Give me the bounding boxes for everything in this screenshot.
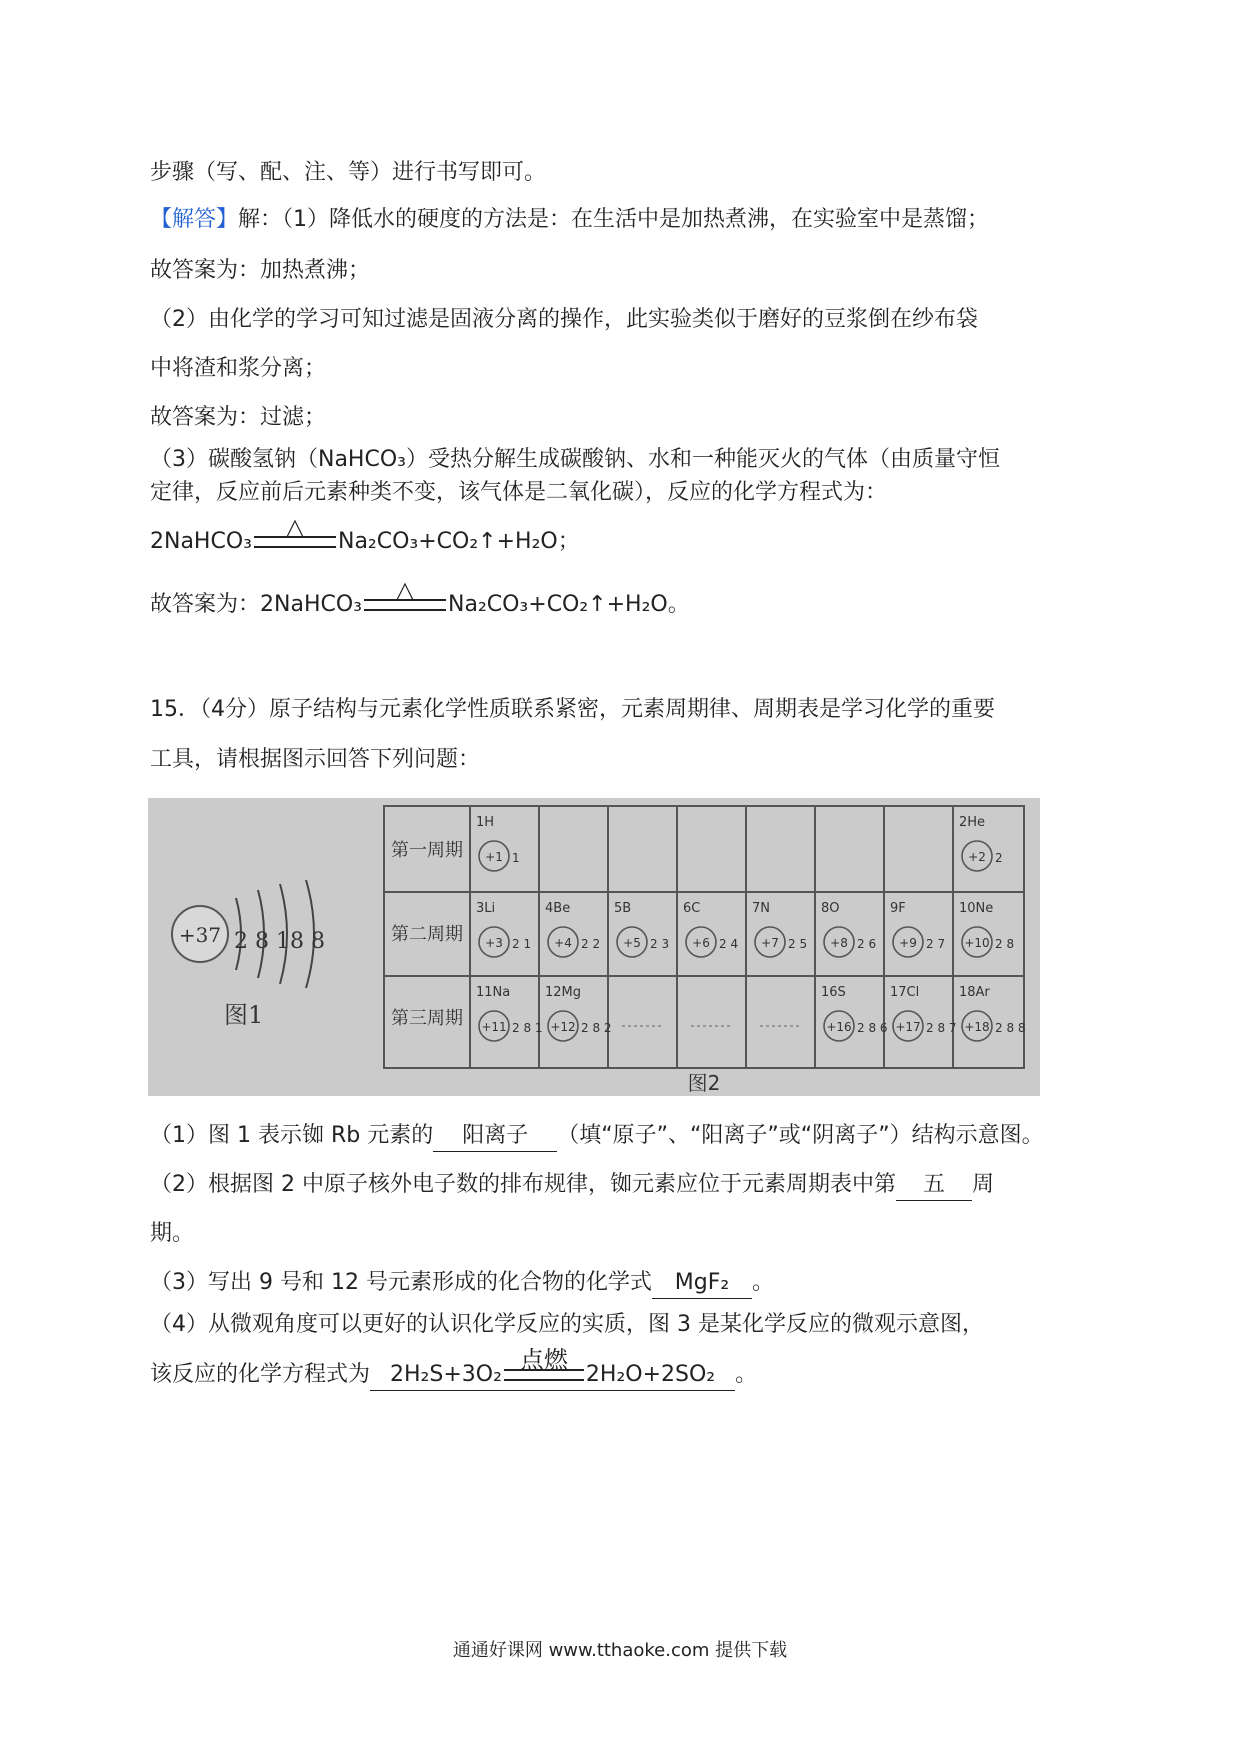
part-4-prefix: 该反应的化学方程式为 — [150, 1362, 371, 1387]
element-symbol: 12Mg — [545, 985, 582, 1000]
eq3-condition: 点燃 — [519, 1346, 568, 1374]
element-charge: +11 — [481, 1020, 507, 1034]
element-shells: 2 8 1 — [512, 1021, 543, 1035]
element-charge: +16 — [826, 1020, 852, 1034]
element-symbol: 16S — [821, 985, 846, 1000]
element-charge: +3 — [485, 936, 503, 950]
element-charge: +8 — [830, 936, 848, 950]
eq1-right: Na₂CO₃+CO₂↑+H₂O； — [337, 529, 580, 554]
text-line-6: 故答案为：过滤； — [150, 405, 327, 430]
period-1-label: 第一周期 — [391, 840, 463, 861]
part-2-cont: 期。 — [150, 1221, 195, 1246]
eq2-prefix: 故答案为： — [150, 592, 261, 617]
element-shells: 2 8 2 — [581, 1021, 612, 1035]
part-3-suffix: 。 — [751, 1270, 774, 1295]
element-shells: 2 4 — [719, 937, 739, 951]
text-line-3: 故答案为：加热煮沸； — [150, 258, 371, 283]
element-charge: +6 — [692, 936, 710, 950]
eq2-right: Na₂CO₃+CO₂↑+H₂O。 — [448, 592, 690, 617]
part-2-suffix: 周 — [971, 1172, 994, 1197]
part-1-prefix: （1）图 1 表示铷 Rb 元素的 — [150, 1123, 434, 1148]
text-line-8: 定律，反应前后元素种类不变，该气体是二氧化碳），反应的化学方程式为： — [150, 480, 888, 505]
text-line-4: （2）由化学的学习可知过滤是固液分离的操作，此实验类似于磨好的豆浆倒在纱布袋 — [150, 307, 978, 332]
fig1-shells-label: 2 8 18 8 — [234, 929, 325, 954]
element-charge: +10 — [964, 936, 990, 950]
part-4: （4）从微观角度可以更好的认识化学反应的实质，图 3 是某化学反应的微观示意图， — [150, 1312, 984, 1337]
text-line-1: 步骤（写、配、注、等）进行书写即可。 — [150, 160, 547, 185]
question-15-line-1: 15．（4分）原子结构与元素化学性质联系紧密，元素周期律、周期表是学习化学的重要 — [150, 697, 995, 722]
fig1-caption: 图1 — [224, 1001, 264, 1029]
part-4-answer — [370, 1346, 735, 1391]
element-charge: +2 — [968, 850, 986, 864]
text-line-7: （3）碳酸氢钠（NaHCO₃）受热分解生成碳酸钠、水和一种能灭火的气体（由质量守恒 — [150, 447, 1000, 472]
element-charge: +7 — [761, 936, 779, 950]
part-2-prefix: （2）根据图 2 中原子核外电子数的排布规律，铷元素应位于元素周期表中第 — [150, 1172, 896, 1197]
element-symbol: 7N — [752, 901, 770, 916]
element-symbol: 1H — [476, 815, 495, 830]
element-symbol: 2He — [959, 815, 986, 830]
eq2-sign — [364, 576, 446, 620]
element-shells: 2 8 6 — [857, 1021, 888, 1035]
answer-line — [150, 205, 989, 235]
text-line-5: 中将渣和浆分离； — [150, 356, 327, 381]
eq3-right: 2H₂O+2SO₂ — [585, 1362, 716, 1387]
element-shells: 2 — [995, 851, 1003, 865]
element-shells: 2 2 — [581, 937, 601, 951]
element-charge: +1 — [485, 850, 503, 864]
answer-text: 解：（1）降低水的硬度的方法是：在生活中是加热煮沸，在实验室中是蒸馏； — [238, 207, 990, 232]
element-shells: 2 6 — [857, 937, 877, 951]
part-3-answer: MgF₂ — [652, 1268, 752, 1299]
equation-2-line — [150, 576, 690, 620]
part-3-prefix: （3）写出 9 号和 12 号元素形成的化合物的化学式 — [150, 1270, 652, 1295]
part-3 — [150, 1268, 774, 1299]
element-shells: 2 7 — [926, 937, 946, 951]
element-symbol: 8O — [821, 901, 840, 916]
element-symbol: 5B — [614, 901, 632, 916]
element-symbol: 6C — [683, 901, 701, 916]
part-2 — [150, 1170, 994, 1201]
element-shells: 2 3 — [650, 937, 670, 951]
element-symbol: 17Cl — [890, 985, 920, 1000]
equation-1 — [150, 513, 580, 557]
element-charge: +17 — [895, 1020, 921, 1034]
page-footer: 通通好课网 www.tthaoke.com 提供下载 — [452, 1640, 788, 1661]
element-symbol: 10Ne — [959, 901, 994, 916]
part-1-suffix: （填“原子”、“阳离子”或“阴离子”）结构示意图。 — [557, 1123, 1044, 1148]
element-symbol: 3Li — [476, 901, 496, 916]
eq3-sign — [504, 1346, 584, 1390]
element-shells: 2 5 — [788, 937, 808, 951]
part-1-answer: 阳离子 — [433, 1121, 557, 1152]
eq2-condition: △ — [395, 576, 415, 604]
period-3-label: 第三周期 — [391, 1008, 463, 1029]
part-2-answer: 五 — [896, 1170, 972, 1201]
periodic-table-figure — [148, 798, 1040, 1096]
fig2-caption: 图2 — [687, 1071, 721, 1095]
element-shells: 2 1 — [512, 937, 532, 951]
eq1-condition: △ — [285, 513, 305, 541]
element-symbol: 9F — [890, 901, 906, 916]
element-charge: +5 — [623, 936, 641, 950]
eq2-left: 2NaHCO₃ — [260, 592, 362, 617]
fig1-nucleus-label: +37 — [178, 923, 222, 947]
figure-svg — [148, 798, 1040, 1096]
eq3-left: 2H₂S+3O₂ — [390, 1362, 502, 1387]
part-4-equation — [150, 1346, 758, 1391]
element-charge: +12 — [550, 1020, 576, 1034]
part-1 — [150, 1121, 1044, 1152]
question-15-line-2: 工具，请根据图示回答下列问题： — [150, 747, 481, 772]
part-4-suffix: 。 — [735, 1362, 758, 1387]
element-shells: 1 — [512, 851, 520, 865]
period-2-label: 第二周期 — [391, 924, 463, 945]
answer-tag: 【解答】 — [150, 207, 239, 232]
eq1-left: 2NaHCO₃ — [150, 529, 252, 554]
element-symbol: 4Be — [545, 901, 571, 916]
element-charge: +4 — [554, 936, 572, 950]
eq1-sign — [254, 513, 336, 557]
element-shells: 2 8 8 — [995, 1021, 1026, 1035]
element-shells: 2 8 7 — [926, 1021, 957, 1035]
element-charge: +9 — [899, 936, 917, 950]
element-symbol: 18Ar — [959, 985, 990, 1000]
element-shells: 2 8 — [995, 937, 1015, 951]
element-symbol: 11Na — [476, 985, 511, 1000]
element-charge: +18 — [964, 1020, 990, 1034]
